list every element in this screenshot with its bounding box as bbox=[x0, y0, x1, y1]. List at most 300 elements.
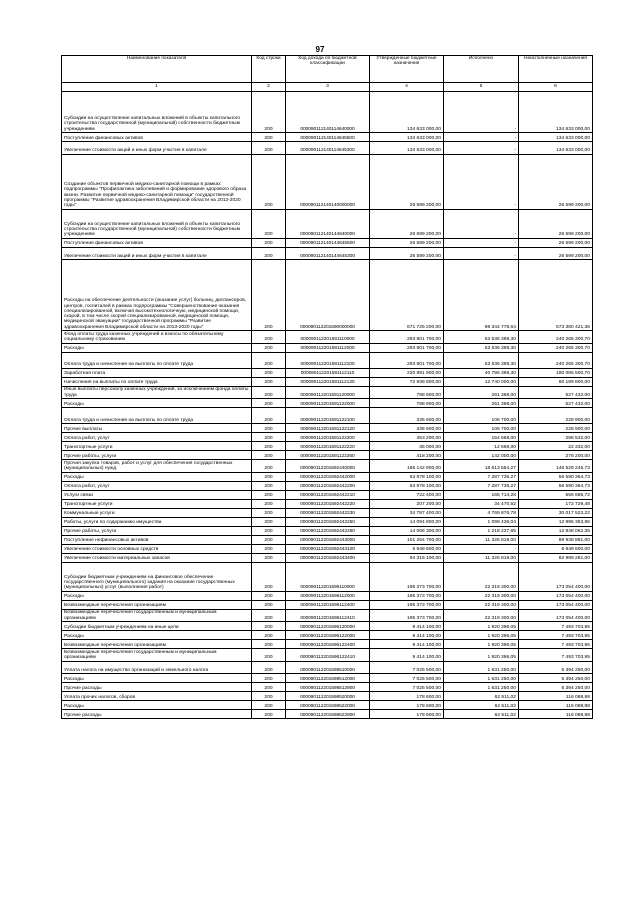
row-income-code: 000090112201591122260 bbox=[286, 451, 370, 460]
row-name: Прочие выплаты bbox=[62, 424, 252, 433]
row-line-code: 200 bbox=[252, 386, 286, 399]
table-row bbox=[62, 631, 593, 640]
row-executed-amount: 40 796 399,30 bbox=[444, 368, 519, 377]
row-name: Увеличение стоимости материальных запасов bbox=[62, 553, 252, 562]
row-approved-amount: 6 949 600,00 bbox=[370, 544, 444, 553]
row-approved-amount: 9 414 100,00 bbox=[370, 631, 444, 640]
row-line-code: 200 bbox=[252, 701, 286, 710]
row-executed-amount: 22 319 300,00 bbox=[444, 591, 519, 600]
row-income-code: 000090112201592443400 bbox=[286, 553, 370, 562]
row-executed-amount: 261 368,00 bbox=[444, 386, 519, 399]
row-approved-amount: 134 633 000,00 bbox=[370, 92, 444, 133]
row-approved-amount: 63 878 100,00 bbox=[370, 481, 444, 490]
row-unexecuted-amount: 116 088,98 bbox=[519, 710, 593, 719]
row-unexecuted-amount: 12 848 062,35 bbox=[519, 526, 593, 535]
row-executed-amount: 53 536 399,30 bbox=[444, 352, 519, 368]
row-name: Субсидии на осуществление капитальных вложений в объекты капитального строительства государственной (муниципальной) собственности бюджетным учреждениям bbox=[62, 209, 252, 238]
row-line-code: 200 bbox=[252, 661, 286, 674]
row-unexecuted-amount: 116 088,98 bbox=[519, 692, 593, 701]
row-income-code: 000090112201590000000 bbox=[286, 260, 370, 331]
table-row bbox=[62, 640, 593, 649]
row-name: Увеличение стоимости основных средств bbox=[62, 544, 252, 553]
row-name: Прочие работы, услуги bbox=[62, 526, 252, 535]
row-unexecuted-amount: 240 265 300,70 bbox=[519, 331, 593, 344]
row-line-code: 200 bbox=[252, 442, 286, 451]
table-body bbox=[62, 92, 593, 719]
row-executed-amount: - bbox=[444, 247, 519, 260]
table-row bbox=[62, 343, 593, 352]
row-name: Прочие работы, услуги bbox=[62, 451, 252, 460]
row-unexecuted-amount: 228 900,00 bbox=[519, 408, 593, 424]
row-name: Начисления на выплаты по оплате труда bbox=[62, 377, 252, 386]
row-line-code: 200 bbox=[252, 247, 286, 260]
row-executed-amount: 261 368,00 bbox=[444, 399, 519, 408]
row-unexecuted-amount: 116 088,98 bbox=[519, 701, 593, 710]
row-name: Расходы bbox=[62, 674, 252, 683]
row-approved-amount: 178 600,00 bbox=[370, 692, 444, 701]
row-name: Расходы bbox=[62, 701, 252, 710]
row-name: Прочие расходы bbox=[62, 710, 252, 719]
table-row bbox=[62, 433, 593, 442]
row-name: Транспортные услуги bbox=[62, 499, 252, 508]
row-name: Субсидии бюджетным учреждениям на иные цели bbox=[62, 622, 252, 631]
row-line-code: 200 bbox=[252, 631, 286, 640]
row-approved-amount: 453 200,00 bbox=[370, 433, 444, 442]
row-executed-amount: 53 536 399,30 bbox=[444, 331, 519, 344]
row-line-code: 200 bbox=[252, 424, 286, 433]
row-unexecuted-amount: 276 200,00 bbox=[519, 451, 593, 460]
table-row bbox=[62, 238, 593, 247]
table-row bbox=[62, 368, 593, 377]
row-executed-amount: 7 287 735,27 bbox=[444, 481, 519, 490]
row-income-code: 000090112140114640000 bbox=[286, 92, 370, 133]
table-row bbox=[62, 609, 593, 622]
row-approved-amount: 335 600,00 bbox=[370, 424, 444, 433]
row-line-code: 200 bbox=[252, 92, 286, 133]
table-row bbox=[62, 562, 593, 591]
row-executed-amount: 12 740 000,00 bbox=[444, 377, 519, 386]
row-line-code: 200 bbox=[252, 591, 286, 600]
row-income-code: 000090112201591122100 bbox=[286, 408, 370, 424]
row-income-code: 000090112201591122220 bbox=[286, 442, 370, 451]
row-line-code: 200 bbox=[252, 508, 286, 517]
row-unexecuted-amount: 527 432,00 bbox=[519, 386, 593, 399]
row-line-code: 200 bbox=[252, 460, 286, 473]
row-approved-amount: 9 414 100,00 bbox=[370, 649, 444, 662]
budget-execution-table bbox=[61, 55, 593, 719]
row-unexecuted-amount: 5 394 250,00 bbox=[519, 683, 593, 692]
row-executed-amount: 1 631 250,00 bbox=[444, 661, 519, 674]
header-income-code: Код дохода по бюджетной классификации bbox=[286, 56, 370, 83]
row-executed-amount: - bbox=[444, 142, 519, 155]
row-line-code: 200 bbox=[252, 649, 286, 662]
row-income-code: 000090112201592440000 bbox=[286, 460, 370, 473]
row-line-code: 200 bbox=[252, 490, 286, 499]
row-line-code: 200 bbox=[252, 692, 286, 701]
table-row bbox=[62, 622, 593, 631]
row-income-code: 000090112201592442210 bbox=[286, 490, 370, 499]
row-executed-amount: 4 769 876,78 bbox=[444, 508, 519, 517]
row-approved-amount: 101 264 700,00 bbox=[370, 535, 444, 544]
row-approved-amount: 9 414 100,00 bbox=[370, 622, 444, 631]
row-income-code: 000090112140114645500 bbox=[286, 133, 370, 142]
row-line-code: 200 bbox=[252, 481, 286, 490]
row-income-code: 000090112201598510000 bbox=[286, 661, 370, 674]
row-name: Поступление нефинансовых активов bbox=[62, 535, 252, 544]
row-executed-amount: 34 470,52 bbox=[444, 499, 519, 508]
row-unexecuted-amount: 298 532,00 bbox=[519, 433, 593, 442]
column-number: 1 bbox=[62, 83, 252, 92]
row-name: Оплата труда и начисления на выплаты по оплате труда bbox=[62, 408, 252, 424]
row-executed-amount: - bbox=[444, 209, 519, 238]
row-unexecuted-amount: 7 493 703,95 bbox=[519, 622, 593, 631]
row-executed-amount: 142 000,00 bbox=[444, 451, 519, 460]
row-name: Увеличение стоимости акций и иных форм участия в капитале bbox=[62, 247, 252, 260]
row-name: Заработная плата bbox=[62, 368, 252, 377]
row-income-code: 000090112201592443000 bbox=[286, 535, 370, 544]
table-row bbox=[62, 508, 593, 517]
row-income-code: 000090112201598520000 bbox=[286, 692, 370, 701]
table-row bbox=[62, 377, 593, 386]
row-unexecuted-amount: 56 590 364,73 bbox=[519, 481, 593, 490]
page-number: 97 bbox=[315, 45, 325, 54]
row-name: Безвозмездные перечисления государственным и муниципальным организациям bbox=[62, 649, 252, 662]
row-executed-amount: 53 536 399,30 bbox=[444, 343, 519, 352]
row-approved-amount: 34 787 400,00 bbox=[370, 508, 444, 517]
row-name: Субсидии на осуществление капитальных вложений в объекты капитального строительства государственной (муниципальной) собственности бюджетным учреждениям bbox=[62, 92, 252, 133]
row-income-code: 000090112201592442250 bbox=[286, 517, 370, 526]
row-approved-amount: 165 142 800,00 bbox=[370, 460, 444, 473]
table-row bbox=[62, 133, 593, 142]
row-name: Расходы на обеспечение деятельности (оказание услуг) больниц, диспансеров, центров, госпиталей в рамках подпрограммы "Совершенствование оказания специализированной, включая высокотехнологичную, медицинской помощи, скорой, в том числе скорой специализированной, медицинской помощи, медицинской эвакуации" государственной программы "Развитие здравоохранения Владимирской области на 2013-2020 годы" bbox=[62, 260, 252, 331]
row-name: Прочая закупка товаров, работ и услуг для обеспечения государственных (муниципальных) нужд bbox=[62, 460, 252, 473]
row-line-code: 200 bbox=[252, 408, 286, 424]
table-row bbox=[62, 442, 593, 451]
row-line-code: 200 bbox=[252, 526, 286, 535]
header-executed: Исполнено bbox=[444, 56, 519, 83]
row-name: Оплата труда и начисления на выплаты по оплате труда bbox=[62, 352, 252, 368]
row-approved-amount: 220 881 900,00 bbox=[370, 368, 444, 377]
row-line-code: 200 bbox=[252, 517, 286, 526]
table-row bbox=[62, 661, 593, 674]
row-line-code: 200 bbox=[252, 622, 286, 631]
row-approved-amount: 788 800,00 bbox=[370, 386, 444, 399]
row-line-code: 200 bbox=[252, 451, 286, 460]
row-approved-amount: 134 633 000,00 bbox=[370, 142, 444, 155]
row-unexecuted-amount: 7 493 703,95 bbox=[519, 631, 593, 640]
table-row bbox=[62, 142, 593, 155]
row-name: Уплата налога на имущество организаций и земельного налога bbox=[62, 661, 252, 674]
row-unexecuted-amount: 6 949 600,00 bbox=[519, 544, 593, 553]
row-approved-amount: 722 400,00 bbox=[370, 490, 444, 499]
row-executed-amount: 7 287 735,27 bbox=[444, 472, 519, 481]
row-unexecuted-amount: 12 995 363,96 bbox=[519, 517, 593, 526]
row-line-code: 200 bbox=[252, 377, 286, 386]
row-executed-amount: 22 319 300,00 bbox=[444, 600, 519, 609]
table-row bbox=[62, 683, 593, 692]
row-approved-amount: 293 801 700,00 bbox=[370, 331, 444, 344]
row-unexecuted-amount: 172 729,48 bbox=[519, 499, 593, 508]
row-name: Коммунальные услуги bbox=[62, 508, 252, 517]
row-executed-amount: 11 325 819,00 bbox=[444, 535, 519, 544]
row-name: Работы, услуги по содержанию имущества bbox=[62, 517, 252, 526]
table-row bbox=[62, 460, 593, 473]
row-unexecuted-amount: 146 529 245,73 bbox=[519, 460, 593, 473]
row-line-code: 200 bbox=[252, 472, 286, 481]
row-unexecuted-amount: 26 599 200,00 bbox=[519, 209, 593, 238]
table-row bbox=[62, 499, 593, 508]
row-income-code: 000090112201598522000 bbox=[286, 701, 370, 710]
row-line-code: 200 bbox=[252, 683, 286, 692]
row-unexecuted-amount: 26 599 200,00 bbox=[519, 247, 593, 260]
row-name: Оплата работ, услуг bbox=[62, 481, 252, 490]
table-row bbox=[62, 674, 593, 683]
row-line-code: 200 bbox=[252, 674, 286, 683]
row-unexecuted-amount: 7 493 703,95 bbox=[519, 640, 593, 649]
row-unexecuted-amount: 240 265 300,70 bbox=[519, 343, 593, 352]
row-unexecuted-amount: 573 380 421,36 bbox=[519, 260, 593, 331]
row-unexecuted-amount: 22 332,00 bbox=[519, 442, 593, 451]
row-name: Увеличение стоимости акций и иных форм участия в капитале bbox=[62, 142, 252, 155]
row-income-code: 000090112201598512000 bbox=[286, 674, 370, 683]
row-income-code: 000090112201596110000 bbox=[286, 562, 370, 591]
row-unexecuted-amount: 173 054 400,00 bbox=[519, 600, 593, 609]
row-unexecuted-amount: 26 599 200,00 bbox=[519, 238, 593, 247]
row-approved-amount: 195 373 700,00 bbox=[370, 600, 444, 609]
column-number: 6 bbox=[519, 83, 593, 92]
table-row bbox=[62, 591, 593, 600]
row-executed-amount: 1 631 250,00 bbox=[444, 674, 519, 683]
row-approved-amount: 418 200,00 bbox=[370, 451, 444, 460]
row-executed-amount: - bbox=[444, 544, 519, 553]
row-income-code: 000090112201592442230 bbox=[286, 508, 370, 517]
row-line-code: 200 bbox=[252, 562, 286, 591]
table-row bbox=[62, 386, 593, 399]
row-income-code: 000090112201596122000 bbox=[286, 631, 370, 640]
row-executed-amount: 1 218 237,65 bbox=[444, 526, 519, 535]
row-unexecuted-amount: 134 633 000,00 bbox=[519, 142, 593, 155]
row-line-code: 200 bbox=[252, 710, 286, 719]
row-line-code: 200 bbox=[252, 600, 286, 609]
row-executed-amount: 1 920 396,05 bbox=[444, 649, 519, 662]
row-approved-amount: 35 000,00 bbox=[370, 442, 444, 451]
row-approved-amount: 195 373 700,00 bbox=[370, 609, 444, 622]
table-row bbox=[62, 472, 593, 481]
row-income-code: 000090112201596122400 bbox=[286, 640, 370, 649]
row-unexecuted-amount: 7 493 703,95 bbox=[519, 649, 593, 662]
row-approved-amount: 207 200,00 bbox=[370, 499, 444, 508]
row-income-code: 000090112140144645500 bbox=[286, 238, 370, 247]
table-row bbox=[62, 408, 593, 424]
row-approved-amount: 195 373 700,00 bbox=[370, 562, 444, 591]
row-name: Уплата прочих налогов, сборов bbox=[62, 692, 252, 701]
row-approved-amount: 14 066 300,00 bbox=[370, 526, 444, 535]
row-income-code: 000090112201591112130 bbox=[286, 377, 370, 386]
row-income-code: 000090112201591122120 bbox=[286, 424, 370, 433]
row-name: Оплата работ, услуг bbox=[62, 433, 252, 442]
table-row bbox=[62, 517, 593, 526]
row-income-code: 000090112201592442220 bbox=[286, 499, 370, 508]
row-executed-amount: 22 319 300,00 bbox=[444, 562, 519, 591]
table-row bbox=[62, 701, 593, 710]
row-line-code: 200 bbox=[252, 142, 286, 155]
row-name: Безвозмездные перечисления организациям bbox=[62, 600, 252, 609]
row-executed-amount: 1 920 396,05 bbox=[444, 622, 519, 631]
row-income-code: 000090112201596120000 bbox=[286, 622, 370, 631]
row-executed-amount: 98 344 778,64 bbox=[444, 260, 519, 331]
row-line-code: 200 bbox=[252, 133, 286, 142]
row-approved-amount: 7 025 500,00 bbox=[370, 674, 444, 683]
table-row bbox=[62, 260, 593, 331]
row-name: Прочие расходы bbox=[62, 683, 252, 692]
row-income-code: 000090112201596112000 bbox=[286, 591, 370, 600]
row-income-code: 000090112201592442000 bbox=[286, 472, 370, 481]
row-unexecuted-amount: 228 900,00 bbox=[519, 424, 593, 433]
row-line-code: 200 bbox=[252, 640, 286, 649]
row-income-code: 000090112201598522900 bbox=[286, 710, 370, 719]
row-income-code: 000090112201591112000 bbox=[286, 343, 370, 352]
row-line-code: 200 bbox=[252, 238, 286, 247]
row-income-code: 000090112140114645300 bbox=[286, 142, 370, 155]
header-approved: Утвержденные бюджетные назначения bbox=[370, 56, 444, 83]
row-name: Безвозмездные перечисления организациям bbox=[62, 640, 252, 649]
row-line-code: 200 bbox=[252, 399, 286, 408]
row-executed-amount: 18 613 554,27 bbox=[444, 460, 519, 473]
row-name: Фонд оплаты труда казенных учреждений и взносы по обязательному социальному страхованию bbox=[62, 331, 252, 344]
row-income-code: 000090112201591120000 bbox=[286, 386, 370, 399]
table-row bbox=[62, 331, 593, 344]
row-approved-amount: 72 939 800,00 bbox=[370, 377, 444, 386]
table-row bbox=[62, 710, 593, 719]
row-unexecuted-amount: 60 199 800,00 bbox=[519, 377, 593, 386]
row-income-code: 000090112201591122200 bbox=[286, 433, 370, 442]
row-approved-amount: 63 878 100,00 bbox=[370, 472, 444, 481]
row-executed-amount: 62 511,02 bbox=[444, 692, 519, 701]
row-approved-amount: 94 315 100,00 bbox=[370, 553, 444, 562]
table-row bbox=[62, 352, 593, 368]
row-line-code: 200 bbox=[252, 433, 286, 442]
row-executed-amount: 12 668,00 bbox=[444, 442, 519, 451]
row-line-code: 200 bbox=[252, 209, 286, 238]
row-income-code: 000090112201591112110 bbox=[286, 368, 370, 377]
row-unexecuted-amount: 134 633 000,00 bbox=[519, 92, 593, 133]
row-approved-amount: 178 600,00 bbox=[370, 701, 444, 710]
table-row bbox=[62, 649, 593, 662]
row-executed-amount: 22 319 300,00 bbox=[444, 609, 519, 622]
table-row bbox=[62, 481, 593, 490]
row-approved-amount: 9 414 100,00 bbox=[370, 640, 444, 649]
row-unexecuted-amount: 134 633 000,00 bbox=[519, 133, 593, 142]
column-number: 5 bbox=[444, 83, 519, 92]
row-income-code: 000090112201591112100 bbox=[286, 352, 370, 368]
row-unexecuted-amount: 527 432,00 bbox=[519, 399, 593, 408]
row-income-code: 000090112201596122410 bbox=[286, 649, 370, 662]
table-row bbox=[62, 692, 593, 701]
row-name: Расходы bbox=[62, 343, 252, 352]
row-line-code: 200 bbox=[252, 499, 286, 508]
row-approved-amount: 7 025 500,00 bbox=[370, 683, 444, 692]
row-approved-amount: 14 094 800,00 bbox=[370, 517, 444, 526]
row-approved-amount: 134 633 000,00 bbox=[370, 133, 444, 142]
row-approved-amount: 671 725 200,00 bbox=[370, 260, 444, 331]
column-number: 4 bbox=[370, 83, 444, 92]
column-number: 3 bbox=[286, 83, 370, 92]
row-approved-amount: 26 599 200,00 bbox=[370, 154, 444, 209]
row-approved-amount: 26 599 200,00 bbox=[370, 209, 444, 238]
row-line-code: 200 bbox=[252, 331, 286, 344]
table-row bbox=[62, 154, 593, 209]
row-name: Транспортные услуги bbox=[62, 442, 252, 451]
row-approved-amount: 788 800,00 bbox=[370, 399, 444, 408]
column-number: 2 bbox=[252, 83, 286, 92]
row-line-code: 200 bbox=[252, 368, 286, 377]
row-approved-amount: 7 025 500,00 bbox=[370, 661, 444, 674]
row-unexecuted-amount: 240 265 300,70 bbox=[519, 352, 593, 368]
row-name: Поступление финансовых активов bbox=[62, 238, 252, 247]
row-line-code: 200 bbox=[252, 260, 286, 331]
row-executed-amount: - bbox=[444, 92, 519, 133]
row-approved-amount: 335 600,00 bbox=[370, 408, 444, 424]
row-executed-amount: - bbox=[444, 238, 519, 247]
row-executed-amount: 1 920 396,05 bbox=[444, 631, 519, 640]
row-approved-amount: 26 599 200,00 bbox=[370, 238, 444, 247]
table-row bbox=[62, 600, 593, 609]
row-income-code: 000090112201591110000 bbox=[286, 331, 370, 344]
row-unexecuted-amount: 56 590 364,73 bbox=[519, 472, 593, 481]
header-indicator-name: Наименование показателя bbox=[62, 56, 252, 83]
row-executed-amount: 165 714,28 bbox=[444, 490, 519, 499]
row-income-code: 000090112140144640000 bbox=[286, 209, 370, 238]
row-unexecuted-amount: 5 394 250,00 bbox=[519, 674, 593, 683]
table-row bbox=[62, 399, 593, 408]
row-line-code: 200 bbox=[252, 553, 286, 562]
row-income-code: 000090112140144645300 bbox=[286, 247, 370, 260]
table-row bbox=[62, 424, 593, 433]
row-line-code: 200 bbox=[252, 609, 286, 622]
row-name: Иные выплаты персоналу казенных учреждений, за исключением фонда оплаты труда bbox=[62, 386, 252, 399]
row-name: Поступление финансовых активов bbox=[62, 133, 252, 142]
row-executed-amount: 106 700,00 bbox=[444, 424, 519, 433]
table-row bbox=[62, 92, 593, 133]
row-approved-amount: 293 801 700,00 bbox=[370, 352, 444, 368]
row-executed-amount: 1 631 250,00 bbox=[444, 683, 519, 692]
row-approved-amount: 195 373 700,00 bbox=[370, 591, 444, 600]
row-unexecuted-amount: 26 599 200,00 bbox=[519, 154, 593, 209]
row-executed-amount: 1 099 436,04 bbox=[444, 517, 519, 526]
row-approved-amount: 26 599 200,00 bbox=[370, 247, 444, 260]
row-unexecuted-amount: 180 085 500,70 bbox=[519, 368, 593, 377]
column-number-row bbox=[62, 83, 593, 92]
row-name: Создание объектов первичной медико-санитарной помощи в рамках подпрограммы "Профилактика заболеваний и формирование здорового образа жизни. Развитие первичной медико-санитарной помощи" государственной программы "Развитие здравоохранения Владимирской области на 2013-2020 годы" bbox=[62, 154, 252, 209]
header-line-code: Код строки bbox=[252, 56, 286, 83]
table-row bbox=[62, 544, 593, 553]
row-income-code: 000090112140140000000 bbox=[286, 154, 370, 209]
row-income-code: 000090112201592443100 bbox=[286, 544, 370, 553]
table-row bbox=[62, 247, 593, 260]
row-line-code: 200 bbox=[252, 154, 286, 209]
row-name: Расходы bbox=[62, 591, 252, 600]
table-header-row bbox=[62, 56, 593, 83]
row-executed-amount: 106 700,00 bbox=[444, 408, 519, 424]
table-row bbox=[62, 209, 593, 238]
row-unexecuted-amount: 5 394 250,00 bbox=[519, 661, 593, 674]
row-line-code: 200 bbox=[252, 535, 286, 544]
row-income-code: 000090112201592442200 bbox=[286, 481, 370, 490]
row-approved-amount: 178 600,00 bbox=[370, 710, 444, 719]
row-income-code: 000090112201596112400 bbox=[286, 600, 370, 609]
row-line-code: 200 bbox=[252, 343, 286, 352]
row-name: Расходы bbox=[62, 631, 252, 640]
